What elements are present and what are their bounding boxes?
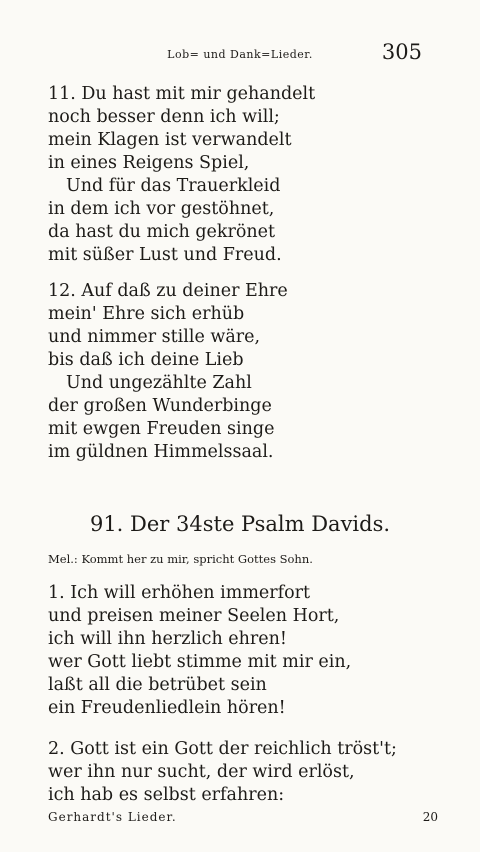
hymn-title: 91. Der 34ste Psalm Davids. <box>89 512 391 536</box>
verse-line: und preisen meiner Seelen Hort, <box>48 606 340 626</box>
verse-line: und nimmer stille wäre, <box>48 327 261 347</box>
verse-line: 12. Auf daß zu deiner Ehre <box>48 281 288 301</box>
verse-line: mit ewgen Freuden singe <box>48 419 275 439</box>
verse-line: mein' Ehre sich erhüb <box>48 304 245 324</box>
verse-line: Und für das Trauerkleid <box>66 176 281 196</box>
verse-line: im güldnen Himmelssaal. <box>48 442 274 462</box>
page-header <box>0 40 480 70</box>
verse-line: 11. Du hast mit mir gehandelt <box>48 84 316 104</box>
verse-line: ein Freudenliedlein hören! <box>48 698 286 718</box>
verse-line: bis daß ich deine Lieb <box>48 350 244 370</box>
verse-line: noch besser denn ich will; <box>48 107 280 127</box>
stanza-1 <box>48 582 448 720</box>
melody-note: Mel.: Kommt her zu mir, spricht Gottes Sohn. <box>48 552 313 566</box>
signature-mark: Gerhardt's Lieder. <box>48 810 177 824</box>
verse-line: in eines Reigens Spiel, <box>48 153 250 173</box>
page-number: 305 <box>381 40 422 64</box>
verse-line: ich will ihn herzlich ehren! <box>48 629 287 649</box>
verse-line: wer Gott liebt stimme mit mir ein, <box>48 652 352 672</box>
stanza-12 <box>48 280 448 464</box>
verse-line: laßt all die betrübet sein <box>48 675 267 695</box>
verse-line: da hast du mich gekrönet <box>48 222 276 242</box>
verse-line: wer ihn nur sucht, der wird erlöst, <box>48 762 355 782</box>
verse-line: in dem ich vor gestöhnet, <box>48 199 275 219</box>
running-title: Lob= und Dank=Lieder. <box>167 48 313 61</box>
stanza-2 <box>48 738 448 807</box>
verse-line: mein Klagen ist verwandelt <box>48 130 292 150</box>
verse-line: der großen Wunderbinge <box>48 396 272 416</box>
verse-line: 1. Ich will erhöhen immerfort <box>48 583 311 603</box>
verse-line: mit süßer Lust und Freud. <box>48 245 282 265</box>
verse-line: ich hab es selbst erfahren: <box>48 785 285 805</box>
verse-line: 2. Gott ist ein Gott der reichlich tröst't; <box>48 739 397 759</box>
verse-line: Und ungezählte Zahl <box>66 373 252 393</box>
stanza-11 <box>48 83 448 267</box>
sheet-number: 20 <box>422 810 438 824</box>
